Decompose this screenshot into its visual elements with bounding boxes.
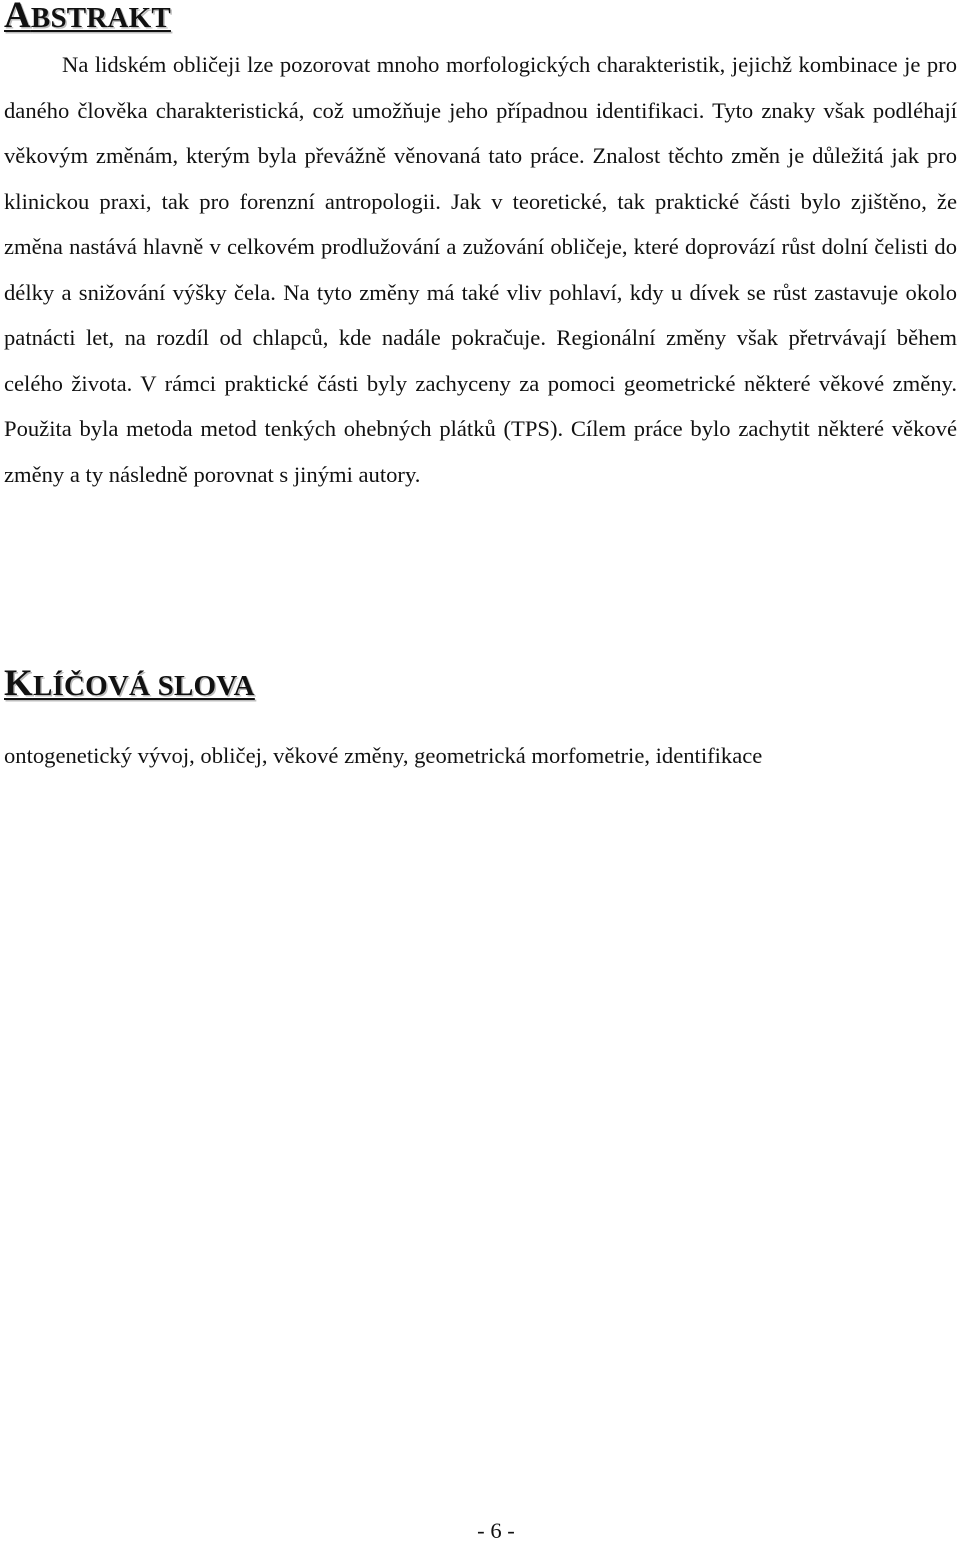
keywords-heading: [4, 662, 255, 705]
abstract-heading-rest: BSTRAKT: [30, 2, 171, 34]
keywords-heading-initial: K: [4, 663, 33, 704]
abstract-paragraph: Na lidském obličeji lze pozorovat mnoho morfologických charakteristik, jejichž kombinace je pro daného člověka charakteristická, což umožňuje jeho případnou identifikaci. Tyto znaky však podléhají věkovým změnám, kterým byla převážně věnovaná tato práce. Znalost těchto změn je důležitá jak pro klinickou praxi, tak pro forenzní antropologii. Jak v teoretické, tak praktické části bylo zjištěno, že změna nastává hlavně v celkovém prodlužování a zužování obličeje, které doprovází růst dolní čelisti do délky a snižování výšky čela. Na tyto změny má také vliv pohlaví, kdy u dívek se růst zastavuje okolo patnácti let, na rozdíl od chlapců, kde nadále pokračuje. Regionální změny však přetrvávají během celého života. V rámci praktické části byly zachyceny za pomoci geometrické některé věkové změny. Použita byla metoda metod tenkých ohebných plátků (TPS). Cílem práce bylo zachytit některé věkové změny a ty následně porovnat s jinými autory.: [4, 52, 957, 487]
keywords-list: ontogenetický vývoj, obličej, věkové změny, geometrická morfometrie, identifikace: [4, 743, 763, 768]
abstract-heading: [4, 0, 171, 37]
page-number: - 6 -: [477, 1518, 515, 1543]
keywords-heading-rest: LÍČOVÁ SLOVA: [32, 670, 255, 702]
abstract-heading-initial: A: [4, 0, 31, 36]
